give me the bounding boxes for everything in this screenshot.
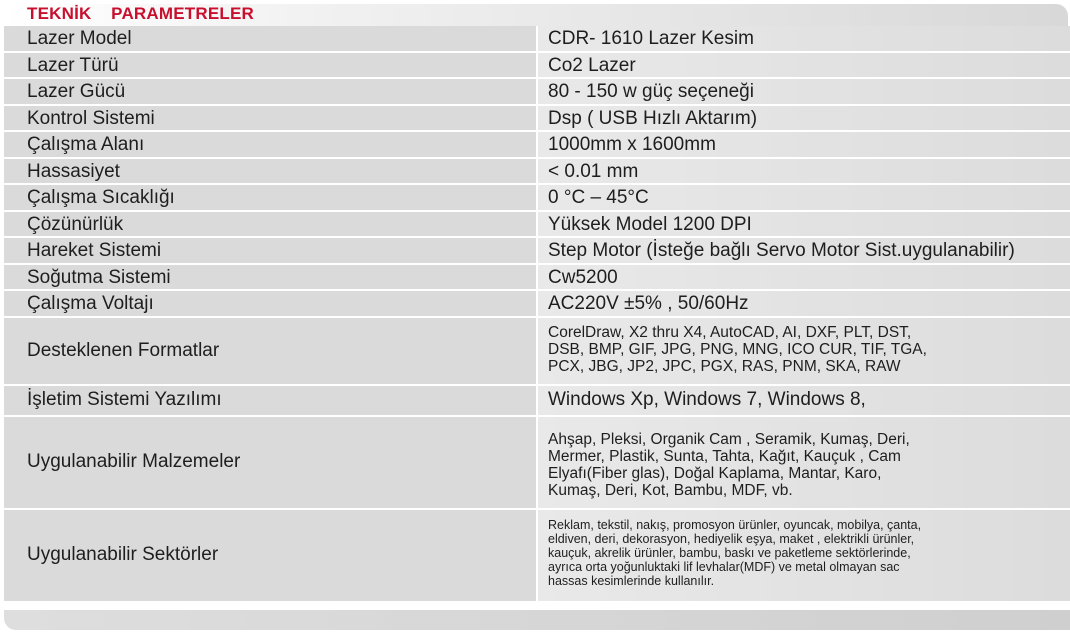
row-label: Desteklenen Formatlar — [4, 318, 538, 384]
table-row — [4, 79, 1070, 106]
row-value: 1000mm x 1600mm — [538, 132, 1070, 157]
table-row — [4, 386, 1070, 417]
row-label: Lazer Gücü — [4, 79, 538, 104]
page-title: TEKNİK PARAMETRELER — [27, 4, 254, 23]
table-row — [4, 265, 1070, 292]
row-value: Co2 Lazer — [538, 53, 1070, 78]
row-value: 0 °C – 45°C — [538, 185, 1070, 210]
row-value: Yüksek Model 1200 DPI — [538, 212, 1070, 237]
table-row — [4, 238, 1070, 265]
row-label: Kontrol Sistemi — [4, 106, 538, 131]
row-label: Lazer Model — [4, 26, 538, 51]
table-row — [4, 212, 1070, 239]
row-label: Soğutma Sistemi — [4, 265, 538, 290]
row-value: < 0.01 mm — [538, 159, 1070, 184]
row-label: Çalışma Voltajı — [4, 291, 538, 316]
row-label: Çözünürlük — [4, 212, 538, 237]
row-label: İşletim Sistemi Yazılımı — [4, 386, 538, 415]
row-label: Lazer Türü — [4, 53, 538, 78]
row-value: Dsp ( USB Hızlı Aktarım) — [538, 106, 1070, 131]
row-value: Reklam, tekstil, nakış, promosyon ürünler, oyuncak, mobilya, çanta, eldiven, deri, dekorasyon, hediyelik eşya, maket , elektrikli ürünler, kauçuk, akrelik ürünler, bambu, baskı ve paketleme sektörlerinde, ayrıca orta yoğunluktaki lif levhalar(MDF) ve metal olmayan sac hassas kesimlerinde kullanılır. — [538, 510, 1070, 601]
footer-bar — [4, 610, 1070, 630]
row-label: Uygulanabilir Malzemeler — [4, 417, 538, 508]
row-value: 80 - 150 w güç seçeneği — [538, 79, 1070, 104]
row-label: Çalışma Sıcaklığı — [4, 185, 538, 210]
table-row — [4, 159, 1070, 186]
row-value: CDR- 1610 Lazer Kesim — [538, 26, 1070, 51]
table-row — [4, 417, 1070, 510]
spec-table — [4, 26, 1070, 603]
row-value: AC220V ±5% , 50/60Hz — [538, 291, 1070, 316]
row-value: Step Motor (İsteğe bağlı Servo Motor Sist.uygulanabilir) — [538, 238, 1070, 263]
table-row — [4, 106, 1070, 133]
row-label: Hareket Sistemi — [4, 238, 538, 263]
row-value: Ahşap, Pleksi, Organik Cam , Seramik, Kumaş, Deri, Mermer, Plastik, Sunta, Tahta, Kağıt, Kauçuk , Cam Elyafı(Fiber glas), Doğal Kaplama, Mantar, Karo, Kumaş, Deri, Kot, Bambu, MDF, vb. — [538, 417, 1070, 508]
table-row — [4, 510, 1070, 603]
table-row — [4, 291, 1070, 318]
row-value: Cw5200 — [538, 265, 1070, 290]
row-value: Windows Xp, Windows 7, Windows 8, — [538, 386, 1070, 415]
row-label: Hassasiyet — [4, 159, 538, 184]
table-row — [4, 318, 1070, 386]
table-row — [4, 185, 1070, 212]
table-row — [4, 26, 1070, 53]
row-label: Çalışma Alanı — [4, 132, 538, 157]
row-value: CorelDraw, X2 thru X4, AutoCAD, AI, DXF, PLT, DST, DSB, BMP, GIF, JPG, PNG, MNG, ICO CUR, TIF, TGA, PCX, JBG, JP2, JPC, PGX, RAS, PNM, SKA, RAW — [538, 318, 1070, 384]
table-row — [4, 53, 1070, 80]
row-label: Uygulanabilir Sektörler — [4, 510, 538, 601]
table-row — [4, 132, 1070, 159]
